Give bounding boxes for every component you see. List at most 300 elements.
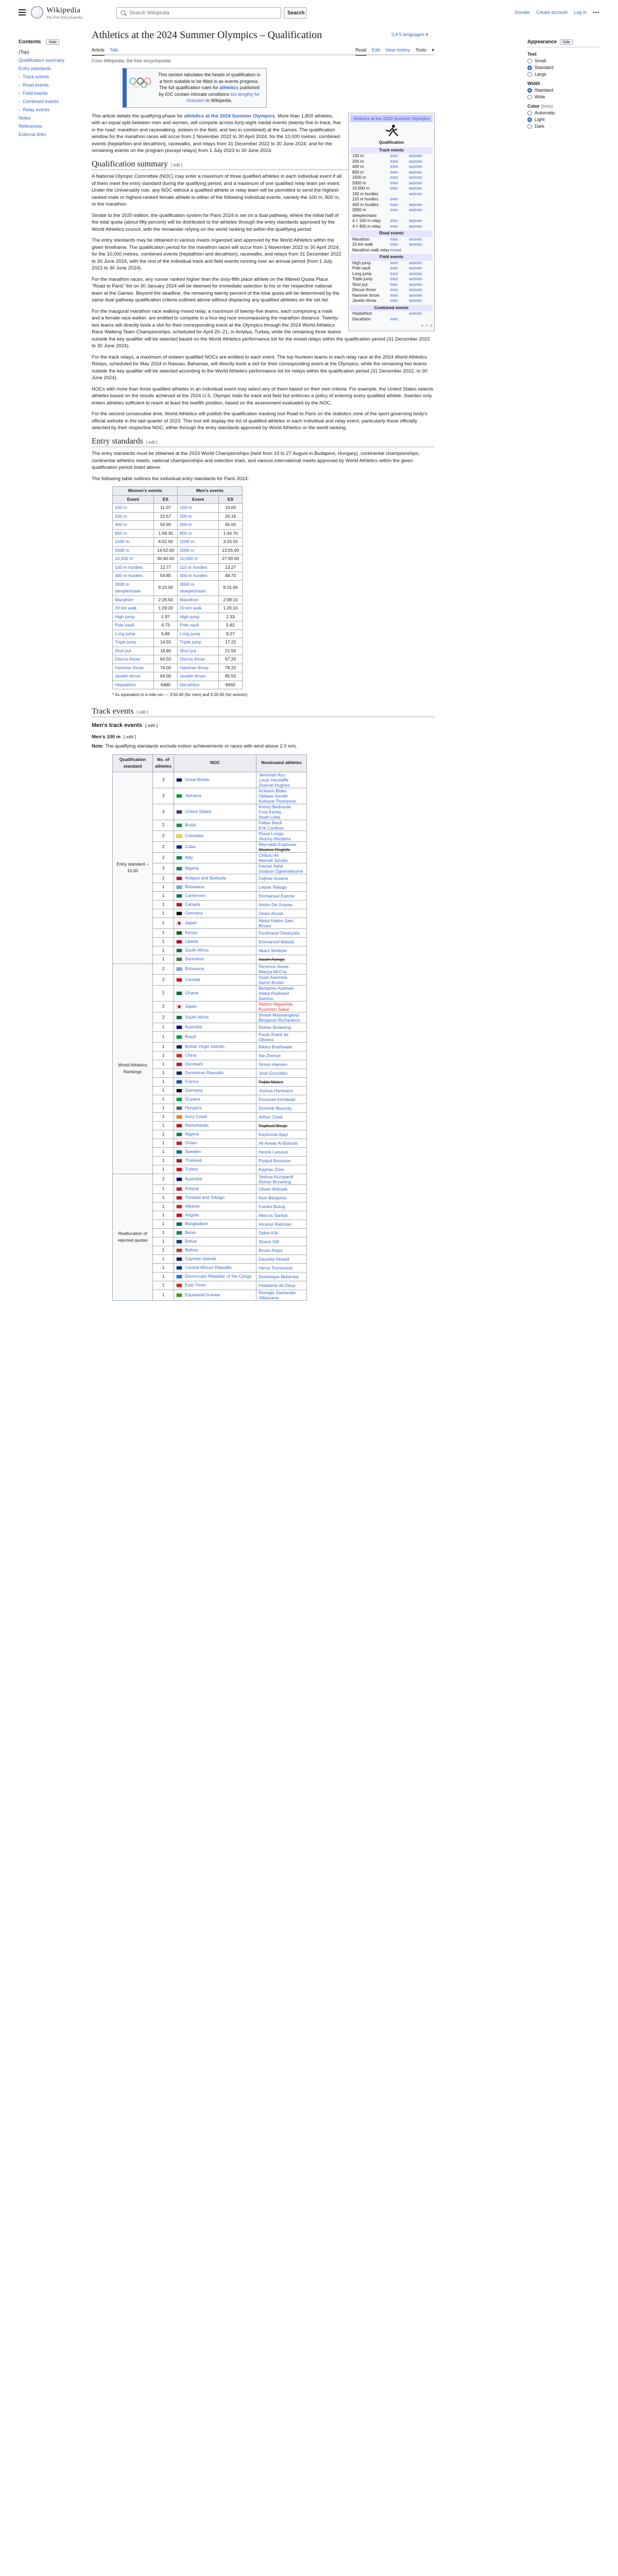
color-dark-option[interactable] — [527, 124, 599, 129]
infobox-women-link[interactable]: women — [409, 202, 422, 207]
men-event-link[interactable]: Discus throw — [178, 655, 219, 664]
toc-item-track-events[interactable] — [19, 73, 80, 81]
col-noc[interactable]: NOC — [174, 754, 256, 772]
athlete-link[interactable]: Pablo Mateo — [259, 1079, 283, 1084]
athlete-link[interactable]: Kayinsola Ajayi — [259, 1131, 288, 1137]
noc-link[interactable]: Japan — [185, 920, 197, 925]
women-event-link[interactable]: Long jump — [113, 630, 154, 638]
radio-selected-icon[interactable] — [527, 88, 532, 93]
noc-link[interactable]: Great Britain — [185, 776, 210, 782]
color-label — [527, 104, 599, 109]
noc-link[interactable]: South Africa — [185, 947, 209, 953]
athlete-link[interactable]: Raphael Bouju — [259, 1123, 287, 1128]
infobox-men-link[interactable]: mixed — [390, 247, 401, 252]
infobox-men-link[interactable]: men — [390, 298, 398, 303]
noc-link[interactable]: Albania — [185, 1203, 200, 1209]
navbox-links[interactable]: v · t · e — [421, 324, 433, 328]
infobox-women-link[interactable]: women — [409, 293, 422, 298]
color-light-option[interactable] — [527, 117, 599, 122]
infobox-row — [350, 224, 433, 230]
noc-link[interactable]: Democratic Republic of the Congo — [185, 1273, 252, 1279]
infobox-women-link[interactable]: women — [409, 236, 422, 242]
noc-link[interactable]: Hungary — [185, 1105, 202, 1110]
athlete-link[interactable]: Kayhan Özer — [259, 1166, 284, 1172]
athlete-link[interactable]: Joshua Hartmann — [259, 1088, 294, 1093]
women-event-link[interactable]: 400 m — [113, 521, 154, 530]
infobox-men-link[interactable]: men — [390, 242, 398, 247]
donate-link[interactable]: Donate — [514, 10, 530, 15]
athlete-link[interactable]: Issam Asinga — [259, 956, 285, 962]
chevron-right-icon[interactable]: › — [19, 99, 20, 104]
noc-link[interactable]: Denmark — [185, 1061, 203, 1066]
athlete-link[interactable]: Shainer Reginfo — [259, 846, 290, 852]
men-event-link[interactable]: Hammer throw — [178, 664, 219, 672]
men-event-link[interactable]: Decathlon — [178, 681, 219, 689]
noc-link[interactable]: Equatorial Guinea — [185, 1292, 220, 1297]
athlete-link[interactable]: Jhonny Rentería — [259, 836, 291, 841]
men-event-link[interactable]: 10,000 m — [178, 555, 219, 564]
athlete-link[interactable]: Xie Zhenye — [259, 1053, 281, 1058]
infobox-men-link[interactable]: men — [390, 202, 398, 207]
athlete-link[interactable]: Ryuichiro Sakai — [259, 1006, 289, 1012]
radio-icon[interactable] — [527, 124, 532, 129]
athlete-link[interactable]: Wanya McCoy — [259, 969, 287, 974]
infobox-women-link[interactable] — [409, 197, 431, 202]
men-event-link[interactable]: 800 m — [178, 529, 219, 538]
noc-link[interactable]: France — [185, 1078, 199, 1084]
men-event-link[interactable]: 200 m — [178, 512, 219, 521]
edit-section-link[interactable]: [ edit ] — [124, 734, 136, 739]
athlete-link[interactable]: Romigio Santander Villanueva — [259, 1290, 296, 1300]
athlete-link[interactable]: Rikkoi Brathwaite — [259, 1044, 293, 1049]
athlete-link[interactable]: Erik Cardoso — [259, 825, 284, 831]
athlete-link[interactable]: Jeremiah Azu — [259, 772, 285, 777]
notice-part: in Wikipedia. — [205, 98, 232, 103]
radio-icon[interactable] — [527, 111, 532, 115]
athlete-link[interactable]: Louie Hinchliffe — [259, 777, 289, 783]
women-event-link[interactable]: Pole vault — [113, 621, 154, 630]
women-event-link[interactable]: 10,000 m — [113, 555, 154, 564]
radio-icon[interactable] — [527, 59, 532, 63]
infobox-men-link[interactable]: men — [390, 316, 398, 321]
width-wide-option[interactable] — [527, 94, 599, 99]
noc-link[interactable]: British Virgin Islands — [185, 1043, 225, 1049]
noc-link[interactable]: Thailand — [185, 1157, 202, 1163]
athlete-link[interactable]: Favour Ashe — [259, 863, 283, 869]
toc-item-entry-standards[interactable]: Entry standards — [19, 66, 52, 71]
tab-read[interactable]: Read — [355, 47, 367, 56]
radio-icon[interactable] — [527, 95, 532, 99]
infobox-men-link[interactable]: men — [390, 236, 398, 242]
toc-item-field-events[interactable] — [19, 89, 80, 97]
women-event-link[interactable]: Shot put — [113, 647, 154, 655]
wikipedia-globe-icon[interactable] — [31, 6, 43, 19]
athlete-count: 1 — [153, 883, 174, 891]
tools-menu[interactable] — [416, 47, 438, 53]
athletics-2024-link[interactable]: athletics at the 2024 Summer Olympics — [184, 113, 275, 119]
athlete-link[interactable]: Abdul Hakim Sani Brown — [259, 918, 294, 928]
infobox-women-link[interactable]: women — [409, 186, 422, 191]
noc-link[interactable]: Nigeria — [185, 1131, 199, 1137]
athlete-link[interactable]: José González — [259, 1070, 288, 1076]
col-no-of-athletes[interactable]: No. of athletes — [153, 754, 174, 772]
noc-link[interactable]: Turkey — [185, 1166, 198, 1172]
men-event-link[interactable]: 20 km walk — [178, 604, 219, 613]
infobox-women-link[interactable]: women — [409, 277, 422, 281]
athlete-link[interactable]: Didier Kiki — [259, 1230, 279, 1235]
athlete-link[interactable]: Oblique Seville — [259, 793, 288, 799]
infobox-women-link[interactable]: women — [409, 311, 422, 316]
men-event-link[interactable]: 5000 m — [178, 546, 219, 555]
athlete-link[interactable]: Akani Simbine — [259, 947, 287, 953]
women-event-link[interactable]: High jump — [113, 613, 154, 621]
noc-link[interactable]: Canada — [185, 901, 200, 907]
radio-icon[interactable] — [527, 72, 532, 77]
athlete-link[interactable]: Ackeem Blake — [259, 788, 287, 793]
athlete-link[interactable]: Zharnel Hughes — [259, 782, 290, 788]
noc-link[interactable]: Central African Republic — [185, 1264, 232, 1270]
noc-link[interactable]: Colombia — [185, 833, 204, 838]
athlete-link[interactable]: Andre De Grasse — [259, 902, 293, 907]
chevron-right-icon[interactable]: › — [19, 108, 20, 112]
noc-link[interactable]: Botswana — [185, 965, 204, 971]
infobox-men-link[interactable]: men — [390, 282, 398, 287]
men-event-link[interactable]: Javelin throw — [178, 672, 219, 681]
text-standard-option[interactable] — [527, 65, 599, 70]
men-event-link[interactable]: 100 m — [178, 504, 219, 513]
toc-item-top[interactable]: (Top) — [19, 49, 29, 55]
athlete-link[interactable]: Dominik Illovszky — [259, 1105, 293, 1111]
noc-link[interactable]: United States — [185, 808, 212, 814]
infobox-men-link[interactable]: men — [390, 224, 398, 229]
infobox-men-link[interactable]: men — [390, 170, 398, 175]
create-account-link[interactable]: Create account — [536, 10, 568, 15]
toc-item-qualification-summary[interactable]: Qualification summary — [19, 58, 65, 63]
men-event-link[interactable]: 110 m hurdles — [178, 563, 219, 572]
language-selector[interactable]: 文A 5 languages ▾ — [390, 32, 428, 37]
noc-link[interactable]: Canada — [185, 976, 200, 982]
infobox-row — [350, 197, 433, 202]
infobox-women-link[interactable]: women — [409, 271, 422, 276]
noc-link[interactable]: Kenya — [185, 929, 198, 935]
athlete-link[interactable]: Shaun Maswanganyi — [259, 1012, 300, 1018]
noc-link[interactable]: Jamaica — [185, 792, 201, 798]
athlete-link[interactable]: Herve Tounoumsi — [259, 1265, 293, 1270]
infobox-men-link[interactable]: men — [390, 154, 398, 158]
athletics-link[interactable]: athletics — [219, 85, 238, 90]
athlete-link[interactable]: Fred Kerley — [259, 809, 282, 815]
noc-link[interactable]: Belize — [185, 1238, 197, 1244]
women-event-link[interactable]: 3000 m steeplechase — [113, 580, 154, 596]
search-input[interactable] — [128, 9, 278, 17]
infobox-women-link[interactable]: women — [409, 298, 422, 303]
noc-link[interactable]: Italy — [185, 854, 193, 860]
chevron-right-icon[interactable]: › — [19, 91, 20, 96]
infobox-section-heading: Track events — [350, 147, 433, 154]
athlete-link[interactable]: Rohan Browning — [259, 1179, 291, 1184]
infobox-women-link[interactable]: women — [409, 218, 422, 223]
men-event-link[interactable]: 400 m hurdles — [178, 572, 219, 581]
infobox-women-link[interactable]: women — [409, 159, 422, 164]
athlete-link[interactable]: Emmanuel Matadi — [259, 939, 294, 944]
athlete-link[interactable]: Akihiro Higashida — [259, 1001, 293, 1007]
infobox-women-link[interactable]: women — [409, 164, 422, 169]
noc-link[interactable]: Australia — [185, 1176, 202, 1181]
women-event-link[interactable]: 200 m — [113, 512, 154, 521]
width-standard-option[interactable] — [527, 88, 599, 93]
infobox-row — [350, 242, 433, 248]
athlete-link[interactable]: Shaun Gill — [259, 1239, 279, 1244]
infobox-men-link[interactable]: men — [390, 175, 398, 180]
noc-link[interactable]: Liberia — [185, 938, 198, 944]
toc-item-relay-events[interactable] — [19, 106, 80, 114]
women-event-link[interactable]: 800 m — [113, 529, 154, 538]
athlete-link[interactable]: Marcell Jacobs — [259, 857, 288, 863]
color-automatic-option[interactable] — [527, 110, 599, 115]
athlete-link[interactable]: Kion Benjamin — [259, 1195, 287, 1200]
athlete-link[interactable]: Godson Oghenebrume — [259, 868, 303, 874]
women-event-link[interactable]: 100 m — [113, 504, 154, 513]
noc-link[interactable]: Botswana — [185, 884, 204, 889]
infobox-women-link[interactable]: women — [409, 266, 422, 270]
athlete-link[interactable]: Duan Asemota — [259, 974, 287, 980]
infobox-men-link[interactable]: men — [390, 218, 398, 223]
infobox-women-link[interactable]: women — [409, 224, 422, 229]
infobox-women-link[interactable]: women — [409, 175, 422, 180]
toc-hide-button[interactable]: hide — [46, 39, 59, 45]
infobox-women-link[interactable]: women — [409, 170, 422, 175]
infobox-men-link[interactable]: men — [390, 271, 398, 276]
athlete-link[interactable]: Ali Anwar Al-Balushi — [259, 1140, 298, 1146]
athlete-link[interactable]: Benjamin Azamati — [259, 985, 294, 991]
search-button[interactable]: Search — [284, 7, 306, 19]
athlete-link[interactable]: Kishane Thompson — [259, 798, 297, 804]
chevron-right-icon[interactable]: › — [19, 83, 20, 88]
nominated-athletes-cell — [256, 909, 307, 918]
athlete-link[interactable]: Bruno Rojas — [259, 1247, 283, 1253]
athlete-link[interactable]: Cejhae Greene — [259, 875, 288, 881]
summary-paragraph: For the track relays, a maximum of sixteen qualified NOCs are entitled to each event. The top fourteen teams in each relay race at the 2024 World Athletics Relays, scheduled for May 2024 in Nassau, Bahamas, will directly book a slot for their corresponding event at the Olympics, while the remaining two teams outside the key qualifier will be selected according to the World Athletics performance list for relays within the qualification period (31 December 2022, to 30 June 2024). — [92, 354, 427, 381]
athlete-link[interactable]: Benjamin Richardson — [259, 1017, 300, 1023]
athlete-link[interactable]: Henrik Larsson — [259, 1149, 288, 1155]
infobox-women-link[interactable]: women — [409, 180, 422, 185]
women-event-link[interactable]: 100 m hurdles — [113, 563, 154, 572]
noc-link[interactable]: Germany — [185, 910, 203, 916]
toc-item-notes[interactable]: Notes — [19, 115, 31, 121]
noc-link[interactable]: Benin — [185, 1229, 196, 1235]
noc-link[interactable]: Australia — [185, 1024, 202, 1029]
men-event-link[interactable]: 400 m — [178, 521, 219, 530]
toc-item-references[interactable]: References — [19, 124, 43, 129]
text-large-option[interactable] — [527, 72, 599, 77]
infobox-men-link[interactable] — [390, 311, 409, 317]
appearance-hide-button[interactable]: hide — [560, 39, 573, 45]
noc-link[interactable]: Cuba — [185, 843, 196, 849]
noc-link[interactable]: Bangladesh — [185, 1221, 209, 1226]
toc-item-road-events[interactable] — [19, 81, 80, 89]
infobox-men-link[interactable]: men — [390, 260, 398, 265]
women-event-link[interactable]: Javelin throw — [113, 672, 154, 681]
edit-section-link[interactable]: [ edit ] — [170, 162, 182, 167]
men-event-link[interactable]: Marathon — [178, 596, 219, 604]
athlete-link[interactable]: Ferdinand Omanyala — [259, 930, 300, 936]
edit-section-link[interactable]: [ edit ] — [146, 439, 158, 445]
infobox-women-link[interactable]: women — [409, 282, 422, 287]
infobox-men-link[interactable]: men — [390, 164, 398, 169]
noc-link[interactable]: Sweden — [185, 1148, 201, 1154]
infobox-women-link[interactable]: women — [409, 154, 422, 158]
toc-item-combined-events[interactable] — [19, 97, 80, 106]
men-event-link[interactable]: Pole vault — [178, 621, 219, 630]
athlete-link[interactable]: Imranur Rahman — [259, 1221, 291, 1227]
athlete-link[interactable]: Davonte Howell — [259, 1256, 289, 1262]
athlete-link[interactable]: Paulo André de Oliveira — [259, 1031, 289, 1042]
athlete-link[interactable]: Reynaldo Espinosa — [259, 841, 297, 847]
infobox-women-link[interactable]: women — [409, 287, 422, 292]
athlete-link[interactable]: Emmanuel Eseme — [259, 893, 295, 899]
athlete-link[interactable]: Emanuel Archibald — [259, 1096, 295, 1102]
tab-view-history[interactable]: View history — [385, 47, 410, 53]
wikipedia-wordmark[interactable]: Wikipedia — [46, 6, 81, 14]
infobox-men-link[interactable]: men — [390, 159, 398, 164]
noc-link[interactable]: Nigeria — [185, 865, 199, 871]
noc-link[interactable]: Ghana — [185, 990, 198, 995]
more-options-icon[interactable]: ••• — [593, 10, 599, 15]
noc-link[interactable]: Oman — [185, 1140, 197, 1145]
infobox-women-link[interactable]: women — [409, 260, 422, 265]
athlete-link[interactable]: Arthur Cissé — [259, 1114, 283, 1120]
athlete-link[interactable]: Puripol Boonson — [259, 1158, 291, 1163]
noc-link[interactable]: Japan — [185, 1003, 197, 1009]
main-menu-icon[interactable] — [19, 9, 26, 15]
noc-link[interactable]: China — [185, 1052, 197, 1058]
athlete-link[interactable]: Franko Burraj — [259, 1204, 285, 1209]
men-event-link[interactable]: 1500 m — [178, 538, 219, 547]
noc-link[interactable]: Cayman Islands — [185, 1256, 217, 1261]
noc-link[interactable]: South Africa — [185, 1014, 209, 1020]
athlete-link[interactable]: Terrence Jones — [259, 963, 289, 969]
infobox-women-link[interactable] — [409, 317, 431, 323]
nominated-athletes-cell — [256, 863, 307, 874]
infobox-event-name: Hammer throw — [352, 293, 380, 298]
noc-link[interactable]: Germany — [185, 1087, 203, 1093]
tab-article[interactable]: Article — [92, 47, 105, 56]
infobox-men-link[interactable]: men — [390, 293, 398, 298]
athlete-link[interactable]: Noah Lyles — [259, 814, 281, 820]
men-event-link[interactable]: Long jump — [178, 630, 219, 638]
noc-link[interactable]: Cameroon — [185, 892, 205, 898]
athlete-link[interactable]: Abdul-Rasheed Saminu — [259, 990, 289, 1001]
women-event-link[interactable]: 1500 m — [113, 538, 154, 547]
radio-selected-icon[interactable] — [527, 65, 532, 70]
noc-link[interactable]: Trinidad and Tobago — [185, 1194, 225, 1200]
infobox-women-link[interactable]: women — [409, 242, 422, 247]
infobox-men-link[interactable]: men — [390, 197, 398, 201]
tab-edit[interactable]: Edit — [372, 47, 380, 53]
edit-section-link[interactable]: [ edit ] — [145, 723, 158, 728]
men-event-link[interactable]: 3000 m steeplechase — [178, 580, 219, 596]
noc-link[interactable]: Antigua and Barbuda — [185, 875, 226, 880]
athlete-link[interactable]: Simon Hansen — [259, 1061, 287, 1067]
athlete-link[interactable]: Letsile Tebogo — [259, 884, 287, 890]
text-small-option[interactable] — [527, 58, 599, 63]
notice-text-2 — [157, 84, 262, 104]
infobox-men-link[interactable]: men — [390, 186, 398, 191]
noc-link[interactable]: Brazil — [185, 1033, 196, 1039]
infobox-men-link[interactable]: men — [390, 208, 398, 212]
noc-link[interactable]: Guyana — [185, 1096, 200, 1101]
athlete-count: 1 — [153, 937, 174, 946]
athlete-link[interactable]: Felipe Bardi — [259, 820, 282, 825]
infobox-women-link[interactable]: women — [409, 208, 422, 212]
noc-link[interactable]: Brazil — [185, 822, 196, 827]
women-event-link[interactable]: Discus throw — [113, 655, 154, 664]
infobox-women-link[interactable] — [409, 248, 431, 253]
infobox-women-link[interactable]: women — [409, 191, 422, 196]
women-event-link[interactable]: Hammer throw — [113, 664, 154, 672]
infobox-title-link[interactable]: Athletics at the 2024 Summer Olympics — [353, 115, 430, 121]
infobox-men-link[interactable]: men — [390, 180, 398, 185]
mens-100m-table — [112, 754, 307, 1301]
noc-link[interactable]: Netherlands — [185, 1122, 209, 1128]
men-event-link[interactable]: Triple jump — [178, 638, 219, 647]
men-event-link[interactable]: High jump — [178, 613, 219, 621]
radio-selected-icon[interactable] — [527, 117, 532, 122]
infobox-men-link[interactable] — [390, 192, 409, 197]
noc-link[interactable]: Suriname — [185, 956, 204, 961]
toc-item-external-links[interactable]: External links — [19, 132, 46, 137]
noc-link[interactable]: Ivory Coast — [185, 1113, 208, 1119]
infobox-men-link[interactable]: men — [390, 277, 398, 281]
athlete-link[interactable]: Aaron Brown — [259, 979, 284, 985]
edit-section-link[interactable]: [ edit ] — [136, 709, 148, 715]
athlete-link[interactable]: Marcos Santos — [259, 1212, 288, 1218]
women-event-link[interactable]: Marathon — [113, 596, 154, 604]
women-event-link[interactable]: 5000 m — [113, 546, 154, 555]
noc-link[interactable]: East Timor — [185, 1282, 206, 1287]
noc-link[interactable]: Poland — [185, 1185, 199, 1191]
infobox-row — [350, 164, 433, 170]
athlete-link[interactable]: Kenny Bednarek — [259, 804, 291, 809]
too-lengthy-link[interactable]: too lengthy for inclusion — [186, 91, 260, 103]
infobox-men-link[interactable]: men — [390, 287, 398, 292]
athlete-link[interactable]: Owen Ansah — [259, 910, 284, 916]
athlete-link[interactable]: Chituru Ali — [259, 852, 279, 858]
women-event-link[interactable]: Triple jump — [113, 638, 154, 647]
noc-link[interactable]: Dominican Republic — [185, 1070, 224, 1075]
men-event-link[interactable]: Shot put — [178, 647, 219, 655]
log-in-link[interactable]: Log in — [574, 10, 587, 15]
athlete-link[interactable]: Felisberto de Deus — [259, 1282, 296, 1288]
athlete-link[interactable]: Joshua Azzopardi — [259, 1174, 294, 1179]
women-event-link[interactable]: Heptathlon — [113, 681, 154, 689]
women-event-link[interactable]: 400 m hurdles — [113, 572, 154, 581]
noc-link[interactable]: Bolivia — [185, 1247, 198, 1252]
athlete-link[interactable]: Oliwer Wdowik — [259, 1186, 288, 1192]
athlete-link[interactable]: Ronal Longa — [259, 831, 284, 836]
chevron-right-icon[interactable]: › — [19, 75, 20, 79]
col-qualification-standard[interactable]: Qualification standard — [113, 754, 153, 772]
women-event-link[interactable]: 20 km walk — [113, 604, 154, 613]
athlete-link[interactable]: Rohan Browning — [259, 1024, 291, 1030]
athlete-link[interactable]: Dominique Mulamba — [259, 1274, 299, 1279]
infobox-men-link[interactable]: men — [390, 266, 398, 270]
col-nominated-athletes[interactable]: Nominated athletes — [256, 754, 307, 772]
notice-part: for — [213, 85, 218, 90]
infobox-title[interactable] — [350, 115, 433, 123]
tab-talk[interactable]: Talk — [110, 47, 118, 53]
noc-link[interactable]: Angola — [185, 1212, 199, 1217]
